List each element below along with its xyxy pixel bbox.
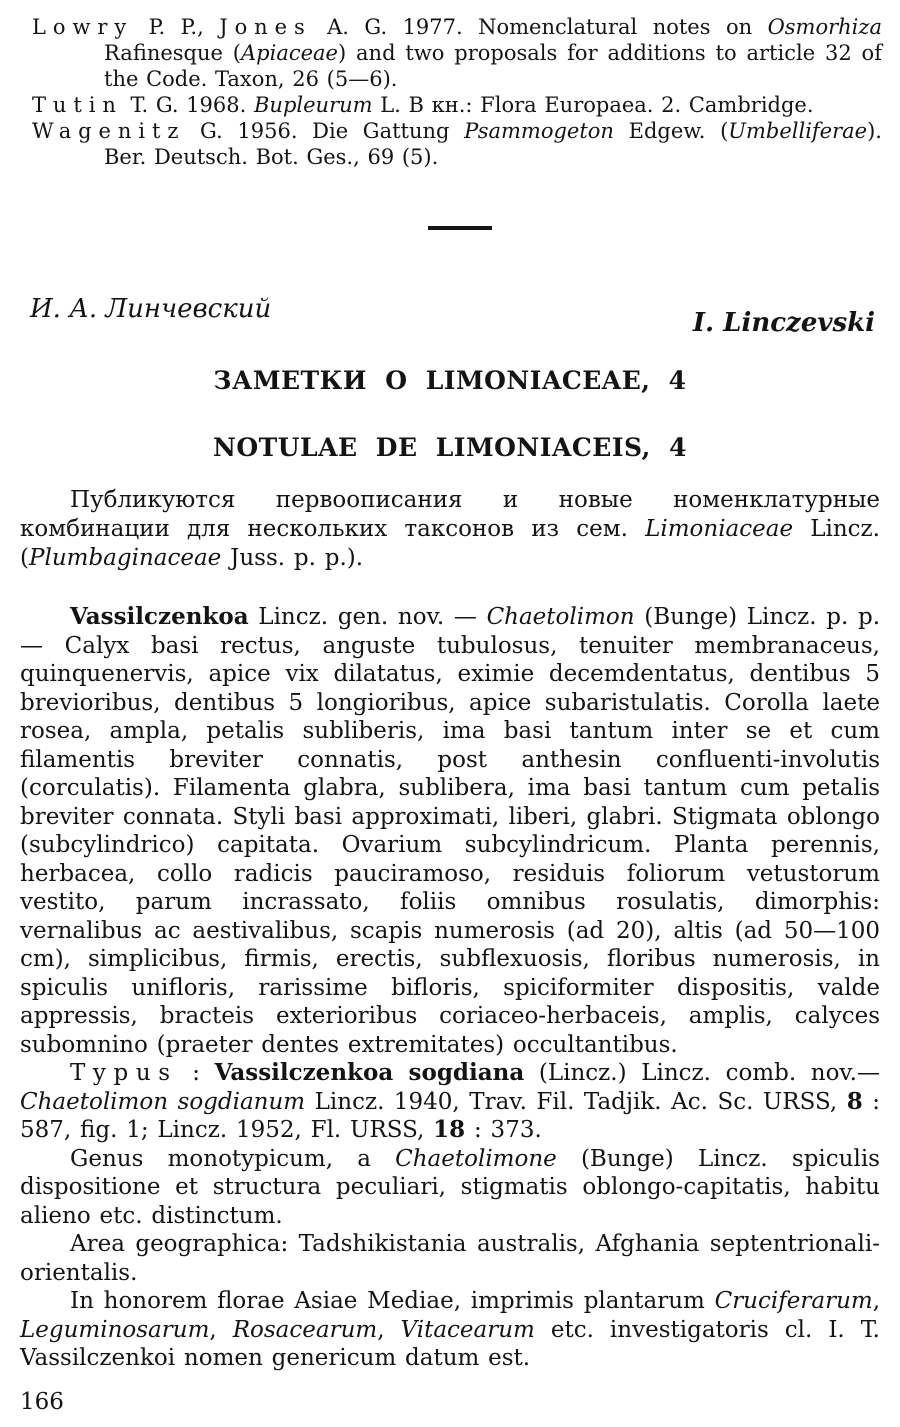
page-number: 166 <box>20 1389 64 1415</box>
text-run: etc. investigatoris cl. I. T. Vassilczenkoi nomen genericum datum est. <box>20 1316 880 1371</box>
text-run: (Bunge) Lincz. p. p. — Calyx basi rectus, anguste tubulosus, tenuiter membranaceus, quinquenervis, apice vix dilatatus, eximie decemdentatus, dentibus 5 brevioribus, dentibus 5 longioribus, apice subaristulatis. Corolla laete rosea, ampla, petalis subliberis, ima basi tantum inter se et cum filamentis breviter connatis, post anthesin confluenti-involutis (corculatis). Filamenta glabra, sublibera, ima basi tantum cum petalis breviter connata. Styli basi approximati, liberi, glabri. Stigmata oblongo (subcylindrico) capitata. Ovarium subcylindricum. Planta perennis, herbacea, collo radicis pauciramoso, residuis foliorum vetustorum vestito, parum incrassato, foliis omnibus rosulatis, dimorphis: vernalibus ac aestivalibus, scapis numerosis (ad 20), altis (ad 50—100 cm), simplicibus, firmis, erectis, subflexuosis, floribus numerosis, in spiculis unifloris, rarissime bifloris, spiciformiter dispositis, valde appressis, bracteis exterioribus coriaceo-herbaceis, amplis, calyces subomnino (praeter dentes extremitates) occultantibus. <box>20 604 881 1058</box>
text-run: Limoniaceae <box>645 516 794 542</box>
text-run: 18 <box>433 1116 466 1143</box>
text-run: Bupleurum <box>254 93 373 117</box>
author-name-russian: И. А. Линчевский <box>30 294 272 324</box>
reference-entry <box>32 118 882 170</box>
author-name-latin: I. Linczevski <box>692 308 875 338</box>
text-run: (Lincz.) Lincz. comb. nov.— <box>524 1060 880 1086</box>
text-run: In honorem florae Asiae Mediae, imprimis plantarum <box>70 1288 715 1314</box>
text-run: Psammogeton <box>464 119 614 143</box>
text-run: , <box>209 1316 233 1343</box>
text-run: Wagenitz <box>32 119 186 143</box>
reference-entry <box>32 92 882 118</box>
text-run: Leguminosarum <box>20 1316 210 1343</box>
body-paragraph <box>20 1145 880 1231</box>
text-run: P. P., <box>133 15 220 39</box>
section-divider-rule <box>428 226 492 230</box>
text-run: Typus <box>70 1060 178 1086</box>
body-paragraph <box>20 1230 880 1287</box>
text-run: Lowry <box>32 15 134 39</box>
text-run: L. В кн.: Flora Europaea. 2. Cambridge. <box>372 93 814 117</box>
text-run: Cruciferarum <box>714 1288 873 1314</box>
text-run: T. G. 1968. <box>122 93 254 117</box>
reference-list <box>0 0 900 170</box>
text-run: : 373. <box>465 1117 542 1143</box>
text-run: ) and two proposals for additions to article 32 of the Code. Taxon, 26 (5—6). <box>104 41 882 91</box>
text-run: Vassilczenkoa <box>70 603 249 630</box>
text-run: Публикуются первоописания и новые номенклатурные комбинации для нескольких таксонов из сем. <box>20 487 880 542</box>
text-run: Lincz. ( <box>20 516 880 571</box>
text-run: Tutin <box>32 93 123 117</box>
text-run: Plumbaginaceae <box>28 545 222 571</box>
text-run: Rafinesque ( <box>104 41 241 65</box>
text-run: Vassilczenkoa sogdiana <box>214 1059 525 1086</box>
text-run: Rosacearum <box>232 1316 378 1343</box>
text-run: : 587, fig. 1; Lincz. 1952, Fl. URSS, <box>20 1088 881 1143</box>
text-run: Chaetolimon sogdianum <box>20 1088 306 1115</box>
body-paragraph <box>20 603 880 1059</box>
text-run: , <box>377 1316 401 1343</box>
text-run: Chaetolimon <box>486 604 635 630</box>
text-run: Vitacearum <box>400 1316 535 1343</box>
text-run: Apiaceae <box>241 41 338 65</box>
text-run: (Bunge) Lincz. spiculis dispositione et structura peculiari, stigmatis oblongo-capitatis, habitu alieno etc. distinctum. <box>20 1145 880 1229</box>
text-run: : <box>177 1060 215 1086</box>
text-run: Edgew. ( <box>613 119 729 143</box>
text-run: ). Ber. Deutsch. Bot. Ges., 69 (5). <box>104 119 882 169</box>
text-run: A. G. 1977. Nomenclatural notes on <box>311 15 768 39</box>
text-run: Osmorhiza <box>767 15 882 39</box>
reference-entry <box>32 14 882 92</box>
text-run: Chaetolimone <box>395 1145 557 1172</box>
byline <box>30 294 875 338</box>
text-run: Juss. p. p.). <box>221 545 364 571</box>
text-run: Lincz. gen. nov. — <box>248 604 487 630</box>
abstract-paragraph <box>20 486 880 573</box>
text-run: G. 1956. Die Gattung <box>185 119 465 143</box>
body-paragraph <box>20 1059 880 1145</box>
article-title-russian: ЗАМЕТКИ О LIMONIACEAE, 4 <box>213 366 687 395</box>
body-paragraph <box>20 1287 880 1373</box>
text-run: Umbelliferae <box>728 119 868 143</box>
text-run: Genus monotypicum, a <box>70 1145 396 1172</box>
article-body <box>20 603 880 1373</box>
text-run: , <box>872 1288 880 1314</box>
article-title-latin: NOTULAE DE LIMONIACEIS, 4 <box>213 433 687 462</box>
text-run: Area geographica: Tadshikistania australis, Afghania septentrionali-orientalis. <box>20 1231 880 1286</box>
text-run: 8 <box>846 1087 863 1115</box>
text-run: Jones <box>219 15 312 39</box>
text-run: Lincz. 1940, Trav. Fil. Tadjik. Ac. Sc. URSS, <box>305 1088 847 1115</box>
